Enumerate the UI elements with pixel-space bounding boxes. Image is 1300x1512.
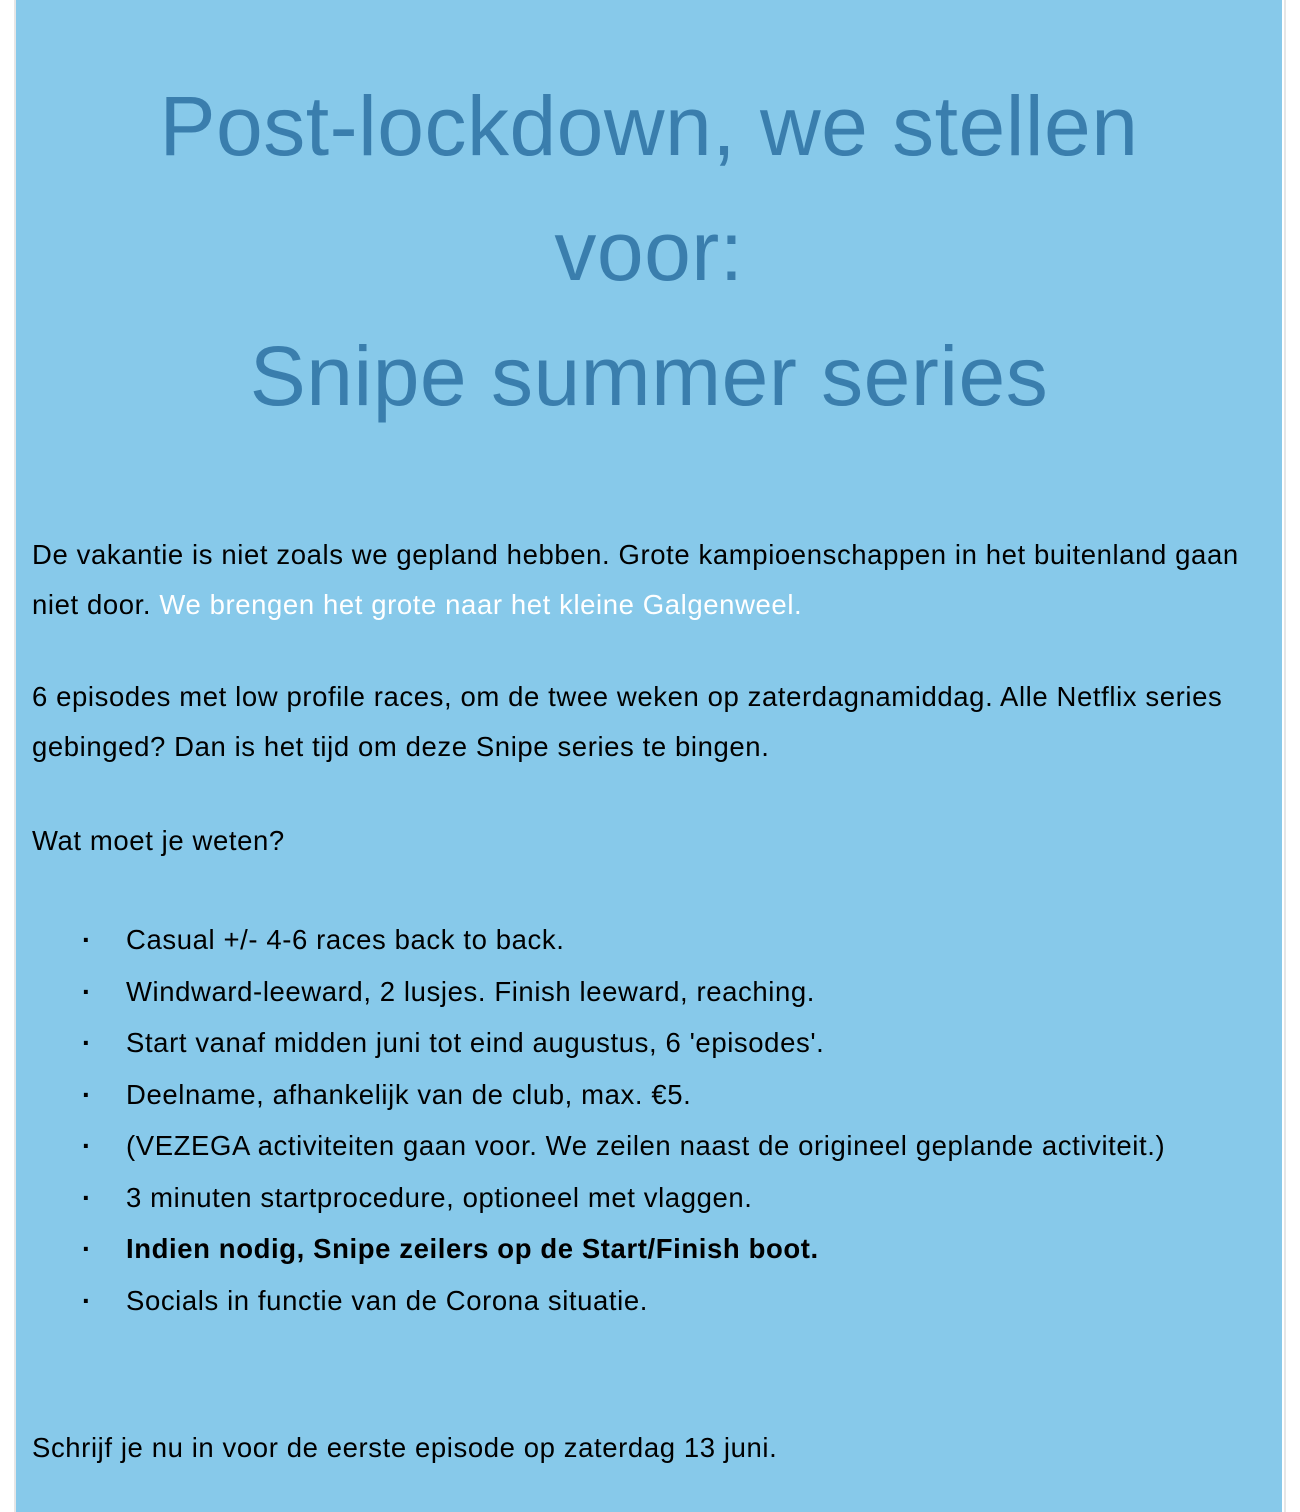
info-list — [16, 914, 1282, 1326]
episodes-paragraph: 6 episodes met low profile races, om de twee weken op zaterdagnamiddag. Alle Netflix series gebinged? Dan is het tijd om deze Snipe series te bingen. — [32, 681, 1223, 762]
intro-text: De vakantie is niet zoals we gepland hebben. Grote kampioenschappen in het buitenland gaan niet door. — [32, 539, 1239, 620]
list-item-text: (VEZEGA activiteiten gaan voor. We zeilen naast de origineel geplande activiteit.) — [126, 1130, 1166, 1161]
intro-highlight: We brengen het grote naar het kleine Galgenweel. — [159, 589, 803, 620]
bullet-marker: · — [82, 1284, 92, 1316]
list-item — [16, 1120, 1282, 1172]
section-question: Wat moet je weten? — [32, 825, 285, 856]
bullet-marker: · — [82, 1233, 92, 1264]
bullet-marker: · — [82, 1027, 92, 1058]
list-item-text: Indien nodig, Snipe zeilers op de Start/Finish boot. — [126, 1233, 819, 1264]
list-item-text: Start vanaf midden juni tot eind augustus, 6 'episodes'. — [126, 1027, 825, 1058]
right-border — [1284, 0, 1286, 1512]
list-item-text: Deelname, afhankelijk van de club, max. €5. — [126, 1078, 692, 1110]
announcement-card — [16, 0, 1282, 1512]
list-item-text: Windward-leeward, 2 lusjes. Finish leeward, reaching. — [126, 975, 816, 1007]
signup-paragraph: Schrijf je nu in voor de eerste episode op zaterdag 13 juni. — [32, 1432, 778, 1463]
headline-line-2: voor: — [554, 204, 744, 298]
list-item-bold — [16, 1223, 1282, 1275]
list-item — [16, 1069, 1282, 1121]
list-item-text: Socials in functie van de Corona situatie. — [126, 1284, 649, 1316]
list-item — [16, 1275, 1282, 1327]
bullet-marker: · — [82, 1130, 92, 1161]
bullet-marker: · — [82, 1078, 92, 1110]
headline-line-3: Snipe summer series — [249, 329, 1049, 423]
list-item — [16, 1017, 1282, 1069]
list-item-text: Casual +/- 4-6 races back to back. — [126, 924, 565, 955]
bullet-marker: · — [82, 1181, 92, 1213]
headline-line-1: Post-lockdown, we stellen — [159, 79, 1139, 173]
bullet-marker: · — [82, 924, 92, 955]
list-item — [16, 966, 1282, 1018]
list-item — [16, 1172, 1282, 1224]
headline — [16, 64, 1282, 439]
intro-paragraph — [32, 530, 1272, 630]
list-item — [16, 914, 1282, 966]
list-item-text: 3 minuten startprocedure, optioneel met vlaggen. — [126, 1181, 753, 1213]
bullet-marker: · — [82, 975, 92, 1007]
